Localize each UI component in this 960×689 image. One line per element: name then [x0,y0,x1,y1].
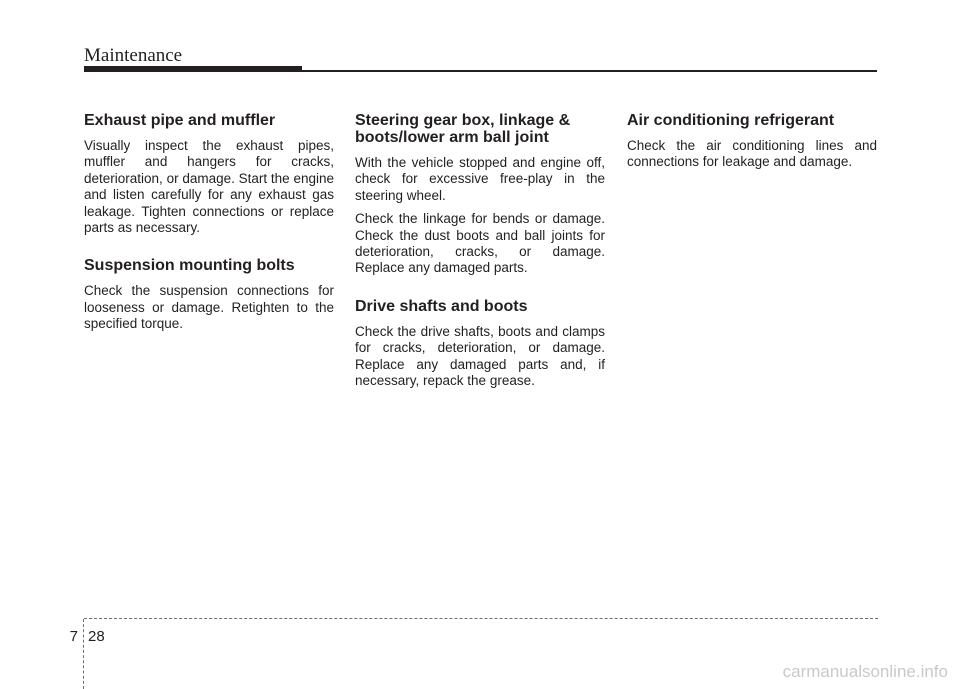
heading-steering-gear-box: Steering gear box, linkage & boots/lower arm ball joint [355,112,571,146]
section-title: Maintenance [84,45,183,66]
watermark[interactable]: carmanualsonline.info [782,662,948,681]
paragraph-steering-free-play: With the vehicle stopped and engine off, check for excessive free-play in the steering wheel. [355,155,605,203]
column-2 [355,112,605,389]
footer-rule [84,618,878,619]
paragraph-suspension-mounting-bolts: Check the suspension connections for looseness or damage. Retighten to the specified torque. [84,283,334,332]
column-1 [84,112,334,333]
paragraph-steering-linkage: Check the linkage for bends or damage. Check the dust boots and ball joints for deterioration, cracks, or damage. Replace any damaged parts. [355,211,605,276]
paragraph-drive-shafts: Check the drive shafts, boots and clamps for cracks, deterioration, or damage. Replace any damaged parts and, if necessary, repack the grease. [355,323,605,389]
paragraph-exhaust-pipe: Visually inspect the exhaust pipes, muffler and hangers for cracks, deterioration, or damage. Start the engine and listen carefully for any exhaust gas leakage. Tighten connections or replace parts as necessary. [84,138,334,236]
heading-drive-shafts-and-boots: Drive shafts and boots [355,297,528,315]
chapter-number: 7 [69,628,78,645]
column-3 [627,112,877,171]
paragraph-air-conditioning: Check the air conditioning lines and connections for leakage and damage. [627,138,877,170]
heading-suspension-mounting-bolts: Suspension mounting bolts [84,257,295,275]
footer-divider [83,619,84,689]
heading-air-conditioning-refrigerant: Air conditioning refrigerant [627,112,835,129]
header-rule [84,70,877,72]
page-number: 28 [88,628,105,645]
heading-exhaust-pipe-and-muffler: Exhaust pipe and muffler [84,112,276,129]
